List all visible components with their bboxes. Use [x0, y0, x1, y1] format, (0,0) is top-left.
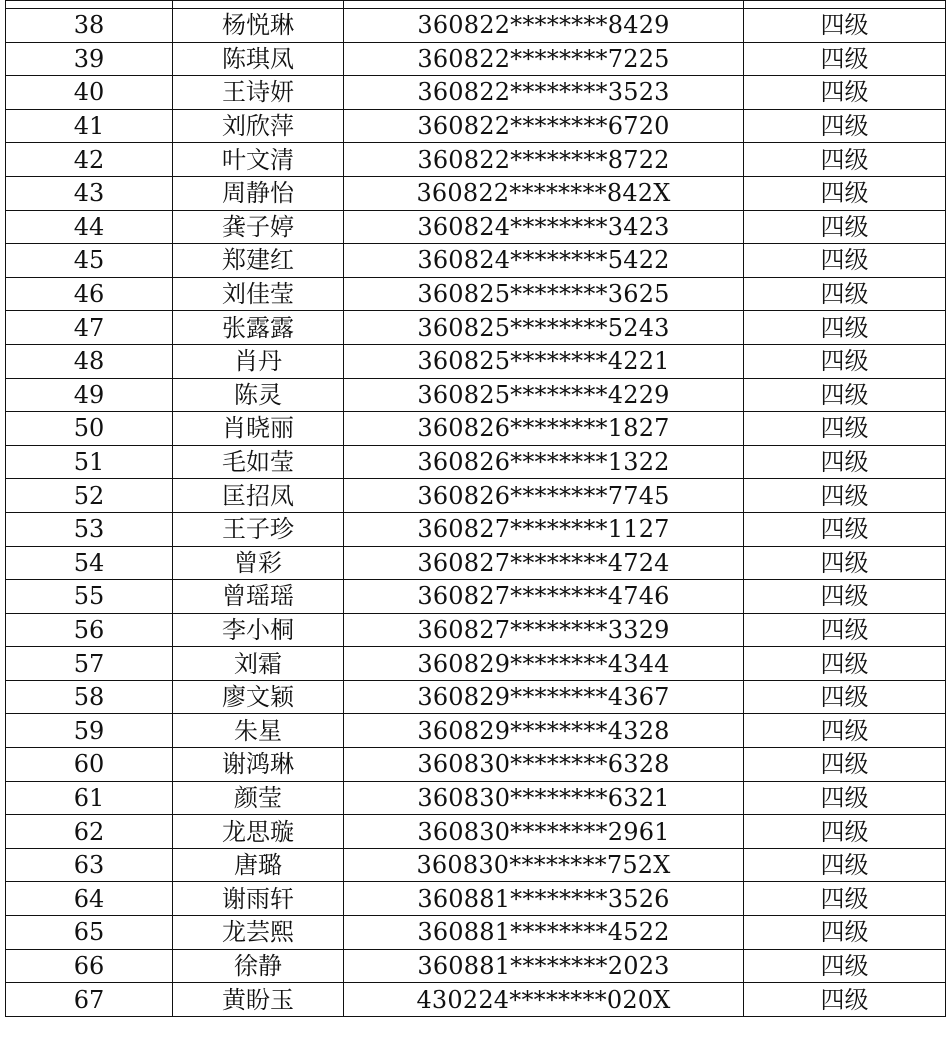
table-row [6, 109, 946, 143]
cell-level: 四级 [744, 479, 946, 513]
cell-number: 54 [6, 546, 173, 580]
cell-level: 四级 [744, 848, 946, 882]
table-row [6, 680, 946, 714]
cell-level: 四级 [744, 714, 946, 748]
cell-id-number: 360822********3523 [344, 76, 744, 110]
cell-number: 41 [6, 109, 173, 143]
table-row [6, 311, 946, 345]
cell-number: 64 [6, 882, 173, 916]
cell-id-number: 430224********020X [344, 983, 744, 1017]
table-row [6, 176, 946, 210]
cell-id-number: 360822********6720 [344, 109, 744, 143]
table-row [6, 445, 946, 479]
cell-name: 谢雨轩 [173, 882, 344, 916]
cell-id-number: 360830********2961 [344, 815, 744, 849]
table-row [6, 815, 946, 849]
cell-name: 谢鸿琳 [173, 748, 344, 782]
cell-number: 49 [6, 378, 173, 412]
cell-number: 59 [6, 714, 173, 748]
cell-id-number: 360827********4724 [344, 546, 744, 580]
cell-id-number: 360824********3423 [344, 210, 744, 244]
cell-level: 四级 [744, 680, 946, 714]
table-row [6, 714, 946, 748]
cell-level: 四级 [744, 9, 946, 43]
cell-id-number: 360825********4229 [344, 378, 744, 412]
cell-name: 曾彩 [173, 546, 344, 580]
cell-number: 53 [6, 512, 173, 546]
cell-partial [344, 1, 744, 9]
cell-partial [173, 1, 344, 9]
cell-level: 四级 [744, 949, 946, 983]
table-row [6, 210, 946, 244]
cell-level: 四级 [744, 378, 946, 412]
cell-name: 张露露 [173, 311, 344, 345]
cell-level: 四级 [744, 445, 946, 479]
cell-id-number: 360830********6328 [344, 748, 744, 782]
cell-name: 徐静 [173, 949, 344, 983]
cell-number: 52 [6, 479, 173, 513]
cell-level: 四级 [744, 412, 946, 446]
cell-level: 四级 [744, 580, 946, 614]
cell-name: 周静怡 [173, 176, 344, 210]
table-row-partial [6, 1, 946, 9]
table-row [6, 143, 946, 177]
cell-name: 龙芸熙 [173, 916, 344, 950]
cell-id-number: 360825********3625 [344, 277, 744, 311]
cell-name: 叶文清 [173, 143, 344, 177]
cell-level: 四级 [744, 143, 946, 177]
cell-id-number: 360825********4221 [344, 344, 744, 378]
cell-name: 黄盼玉 [173, 983, 344, 1017]
cell-level: 四级 [744, 546, 946, 580]
table-row [6, 512, 946, 546]
cell-level: 四级 [744, 647, 946, 681]
table-row [6, 378, 946, 412]
table-row [6, 277, 946, 311]
cell-level: 四级 [744, 781, 946, 815]
table-row [6, 848, 946, 882]
cell-partial [744, 1, 946, 9]
cell-level: 四级 [744, 76, 946, 110]
cell-number: 51 [6, 445, 173, 479]
cell-partial [6, 1, 173, 9]
table-row [6, 244, 946, 278]
cell-level: 四级 [744, 983, 946, 1017]
cell-name: 曾瑶瑶 [173, 580, 344, 614]
cell-level: 四级 [744, 244, 946, 278]
cell-id-number: 360822********7225 [344, 42, 744, 76]
cell-level: 四级 [744, 311, 946, 345]
table-row [6, 42, 946, 76]
table-row [6, 647, 946, 681]
cell-number: 55 [6, 580, 173, 614]
table-row [6, 344, 946, 378]
table-row [6, 613, 946, 647]
cell-name: 朱星 [173, 714, 344, 748]
table-row [6, 546, 946, 580]
cell-level: 四级 [744, 277, 946, 311]
cell-name: 肖晓丽 [173, 412, 344, 446]
cell-id-number: 360822********842X [344, 176, 744, 210]
cell-id-number: 360881********3526 [344, 882, 744, 916]
cell-number: 44 [6, 210, 173, 244]
cell-level: 四级 [744, 42, 946, 76]
cell-id-number: 360829********4344 [344, 647, 744, 681]
roster-table [5, 0, 946, 1017]
cell-name: 颜莹 [173, 781, 344, 815]
cell-id-number: 360826********1827 [344, 412, 744, 446]
cell-id-number: 360822********8429 [344, 9, 744, 43]
cell-name: 李小桐 [173, 613, 344, 647]
cell-name: 廖文颖 [173, 680, 344, 714]
cell-name: 王子珍 [173, 512, 344, 546]
cell-number: 50 [6, 412, 173, 446]
cell-number: 61 [6, 781, 173, 815]
cell-level: 四级 [744, 210, 946, 244]
cell-level: 四级 [744, 748, 946, 782]
cell-name: 龙思璇 [173, 815, 344, 849]
cell-id-number: 360826********1322 [344, 445, 744, 479]
cell-name: 陈琪凤 [173, 42, 344, 76]
cell-level: 四级 [744, 916, 946, 950]
table-row [6, 76, 946, 110]
cell-number: 45 [6, 244, 173, 278]
cell-name: 唐璐 [173, 848, 344, 882]
table-row [6, 781, 946, 815]
cell-id-number: 360829********4328 [344, 714, 744, 748]
cell-id-number: 360826********7745 [344, 479, 744, 513]
cell-id-number: 360881********4522 [344, 916, 744, 950]
cell-level: 四级 [744, 344, 946, 378]
cell-number: 63 [6, 848, 173, 882]
table-row [6, 983, 946, 1017]
cell-level: 四级 [744, 176, 946, 210]
cell-number: 58 [6, 680, 173, 714]
cell-number: 40 [6, 76, 173, 110]
cell-number: 66 [6, 949, 173, 983]
table-row [6, 748, 946, 782]
cell-id-number: 360827********3329 [344, 613, 744, 647]
cell-id-number: 360881********2023 [344, 949, 744, 983]
table-row [6, 479, 946, 513]
cell-id-number: 360827********4746 [344, 580, 744, 614]
cell-name: 郑建红 [173, 244, 344, 278]
cell-name: 龚子婷 [173, 210, 344, 244]
cell-level: 四级 [744, 512, 946, 546]
cell-id-number: 360830********752X [344, 848, 744, 882]
cell-number: 47 [6, 311, 173, 345]
cell-number: 39 [6, 42, 173, 76]
cell-number: 60 [6, 748, 173, 782]
cell-number: 42 [6, 143, 173, 177]
roster-table-body [6, 1, 946, 1017]
table-row [6, 949, 946, 983]
cell-name: 刘霜 [173, 647, 344, 681]
cell-name: 匡招凤 [173, 479, 344, 513]
cell-level: 四级 [744, 882, 946, 916]
cell-number: 38 [6, 9, 173, 43]
table-row [6, 9, 946, 43]
cell-name: 肖丹 [173, 344, 344, 378]
cell-name: 刘佳莹 [173, 277, 344, 311]
table-row [6, 412, 946, 446]
cell-id-number: 360824********5422 [344, 244, 744, 278]
cell-name: 毛如莹 [173, 445, 344, 479]
cell-name: 杨悦琳 [173, 9, 344, 43]
cell-id-number: 360822********8722 [344, 143, 744, 177]
cell-number: 67 [6, 983, 173, 1017]
cell-number: 65 [6, 916, 173, 950]
cell-id-number: 360827********1127 [344, 512, 744, 546]
cell-name: 王诗妍 [173, 76, 344, 110]
cell-number: 46 [6, 277, 173, 311]
cell-number: 48 [6, 344, 173, 378]
cell-level: 四级 [744, 613, 946, 647]
cell-id-number: 360830********6321 [344, 781, 744, 815]
cell-id-number: 360825********5243 [344, 311, 744, 345]
cell-number: 57 [6, 647, 173, 681]
cell-level: 四级 [744, 109, 946, 143]
cell-level: 四级 [744, 815, 946, 849]
cell-name: 陈灵 [173, 378, 344, 412]
cell-name: 刘欣萍 [173, 109, 344, 143]
cell-id-number: 360829********4367 [344, 680, 744, 714]
cell-number: 62 [6, 815, 173, 849]
cell-number: 56 [6, 613, 173, 647]
cell-number: 43 [6, 176, 173, 210]
table-row [6, 580, 946, 614]
table-row [6, 882, 946, 916]
table-row [6, 916, 946, 950]
